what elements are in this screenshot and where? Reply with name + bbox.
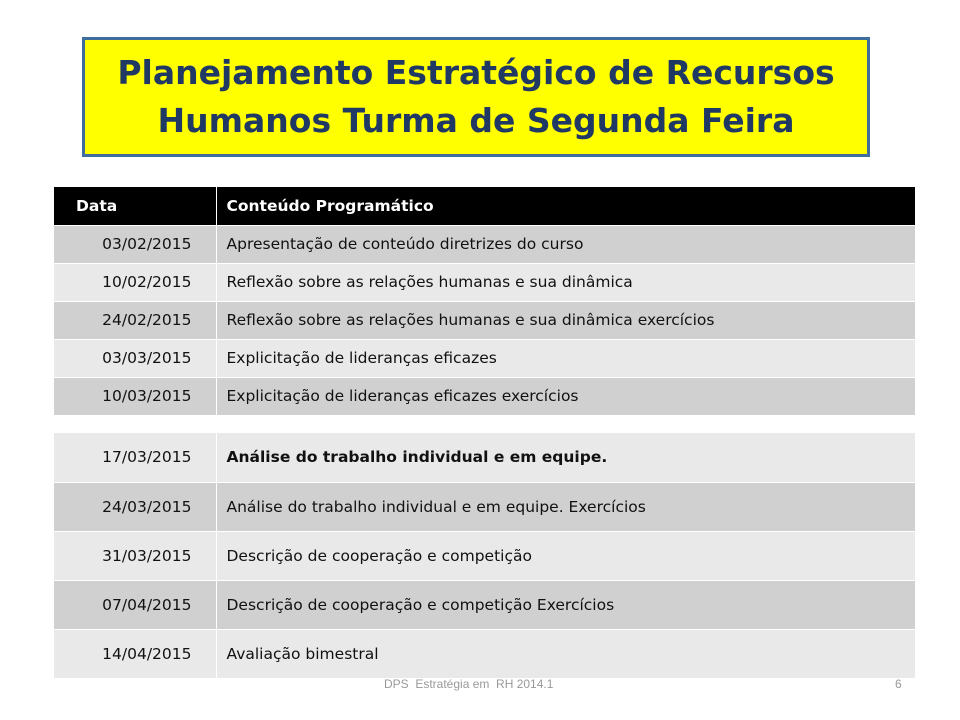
row-date: 10/02/2015 — [54, 263, 216, 301]
row-date: 31/03/2015 — [54, 531, 216, 580]
footer-text: DPS Estratégia em RH 2014.1 — [384, 677, 554, 691]
row-date: 14/04/2015 — [54, 629, 216, 678]
header-content: Conteúdo Programático — [216, 187, 915, 225]
table-row — [54, 580, 915, 629]
row-date: 24/03/2015 — [54, 482, 216, 531]
table-row — [54, 339, 915, 377]
table-row — [54, 301, 915, 339]
row-content: Avaliação bimestral — [216, 629, 915, 678]
table-row — [54, 377, 915, 415]
table-header-row — [54, 187, 915, 225]
header-date: Data — [54, 187, 216, 225]
row-content: Apresentação de conteúdo diretrizes do curso — [216, 225, 915, 263]
row-content: Reflexão sobre as relações humanas e sua dinâmica exercícios — [216, 301, 915, 339]
row-content: Explicitação de lideranças eficazes — [216, 339, 915, 377]
row-date: 24/02/2015 — [54, 301, 216, 339]
slide-number: 6 — [895, 677, 902, 691]
row-content: Análise do trabalho individual e em equipe. — [216, 433, 915, 482]
row-date: 03/03/2015 — [54, 339, 216, 377]
schedule-table-bottom — [54, 433, 915, 679]
table-row — [54, 433, 915, 482]
table-row — [54, 629, 915, 678]
table-row — [54, 531, 915, 580]
slide-title: Planejamento Estratégico de Recursos Humanos Turma de Segunda Feira — [117, 53, 835, 140]
table-row — [54, 225, 915, 263]
row-content: Análise do trabalho individual e em equipe. Exercícios — [216, 482, 915, 531]
row-date: 07/04/2015 — [54, 580, 216, 629]
row-content: Explicitação de lideranças eficazes exercícios — [216, 377, 915, 415]
row-date: 17/03/2015 — [54, 433, 216, 482]
row-date: 10/03/2015 — [54, 377, 216, 415]
row-content: Descrição de cooperação e competição — [216, 531, 915, 580]
table-row — [54, 482, 915, 531]
table-row — [54, 263, 915, 301]
schedule-table-top — [54, 187, 915, 416]
row-content: Reflexão sobre as relações humanas e sua dinâmica — [216, 263, 915, 301]
title-box — [82, 37, 870, 157]
row-content: Descrição de cooperação e competição Exercícios — [216, 580, 915, 629]
row-date: 03/02/2015 — [54, 225, 216, 263]
